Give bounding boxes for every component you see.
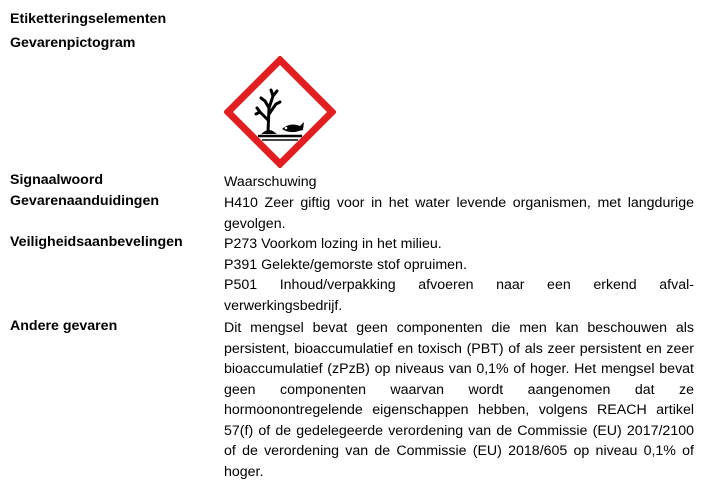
precautionary-statement-p501: P501 Inhoud/verpakking afvoeren naar een erkend afval-verwerkingsbedrijf. [224, 277, 694, 314]
precautionary-statement-p391: P391 Gelekte/gemorste stof opruimen. [224, 256, 467, 273]
section-title: Etiketteringselementen [10, 11, 167, 27]
precautionary-statements-list [224, 234, 694, 316]
signal-word-value: Waarschuwing [224, 174, 317, 190]
signal-word-label: Signaalwoord [10, 172, 104, 188]
hazard-statements-list [224, 193, 694, 234]
other-hazards-label: Andere gevaren [10, 318, 118, 334]
precautionary-statements-label: Veiligheidsaanbevelingen [10, 234, 183, 250]
other-hazards-text: Dit mengsel bevat geen componenten die men kan beschouwen als persistent, bioaccumulatief en toxisch (PBT) of als zeer persistent en zeer bioaccumulatief (zPzB) op niveaus van 0,1% of hoger. Het mengsel bevat geen componenten waarvan wordt aangenomen dat ze hormoonontregelende eigenschappen hebben, volgens REACH artikel 57(f) of de gedelegeerde verordening van de Commissie (EU) 2017/2100 of de verordening van de Commissie (EU) 2018/605 op niveau 0,1% of hoger. [224, 320, 694, 480]
pictogram-heading: Gevarenpictogram [10, 35, 136, 51]
hazard-statements-label: Gevarenaanduidingen [10, 193, 160, 209]
precautionary-statement-p273: P273 Voorkom lozing in het milieu. [224, 236, 442, 252]
ghs09-environment-icon [224, 56, 336, 168]
hazard-statement-h410: H410 Zeer giftig voor in het water levende organismen, met langdurige gevolgen. [224, 195, 694, 232]
